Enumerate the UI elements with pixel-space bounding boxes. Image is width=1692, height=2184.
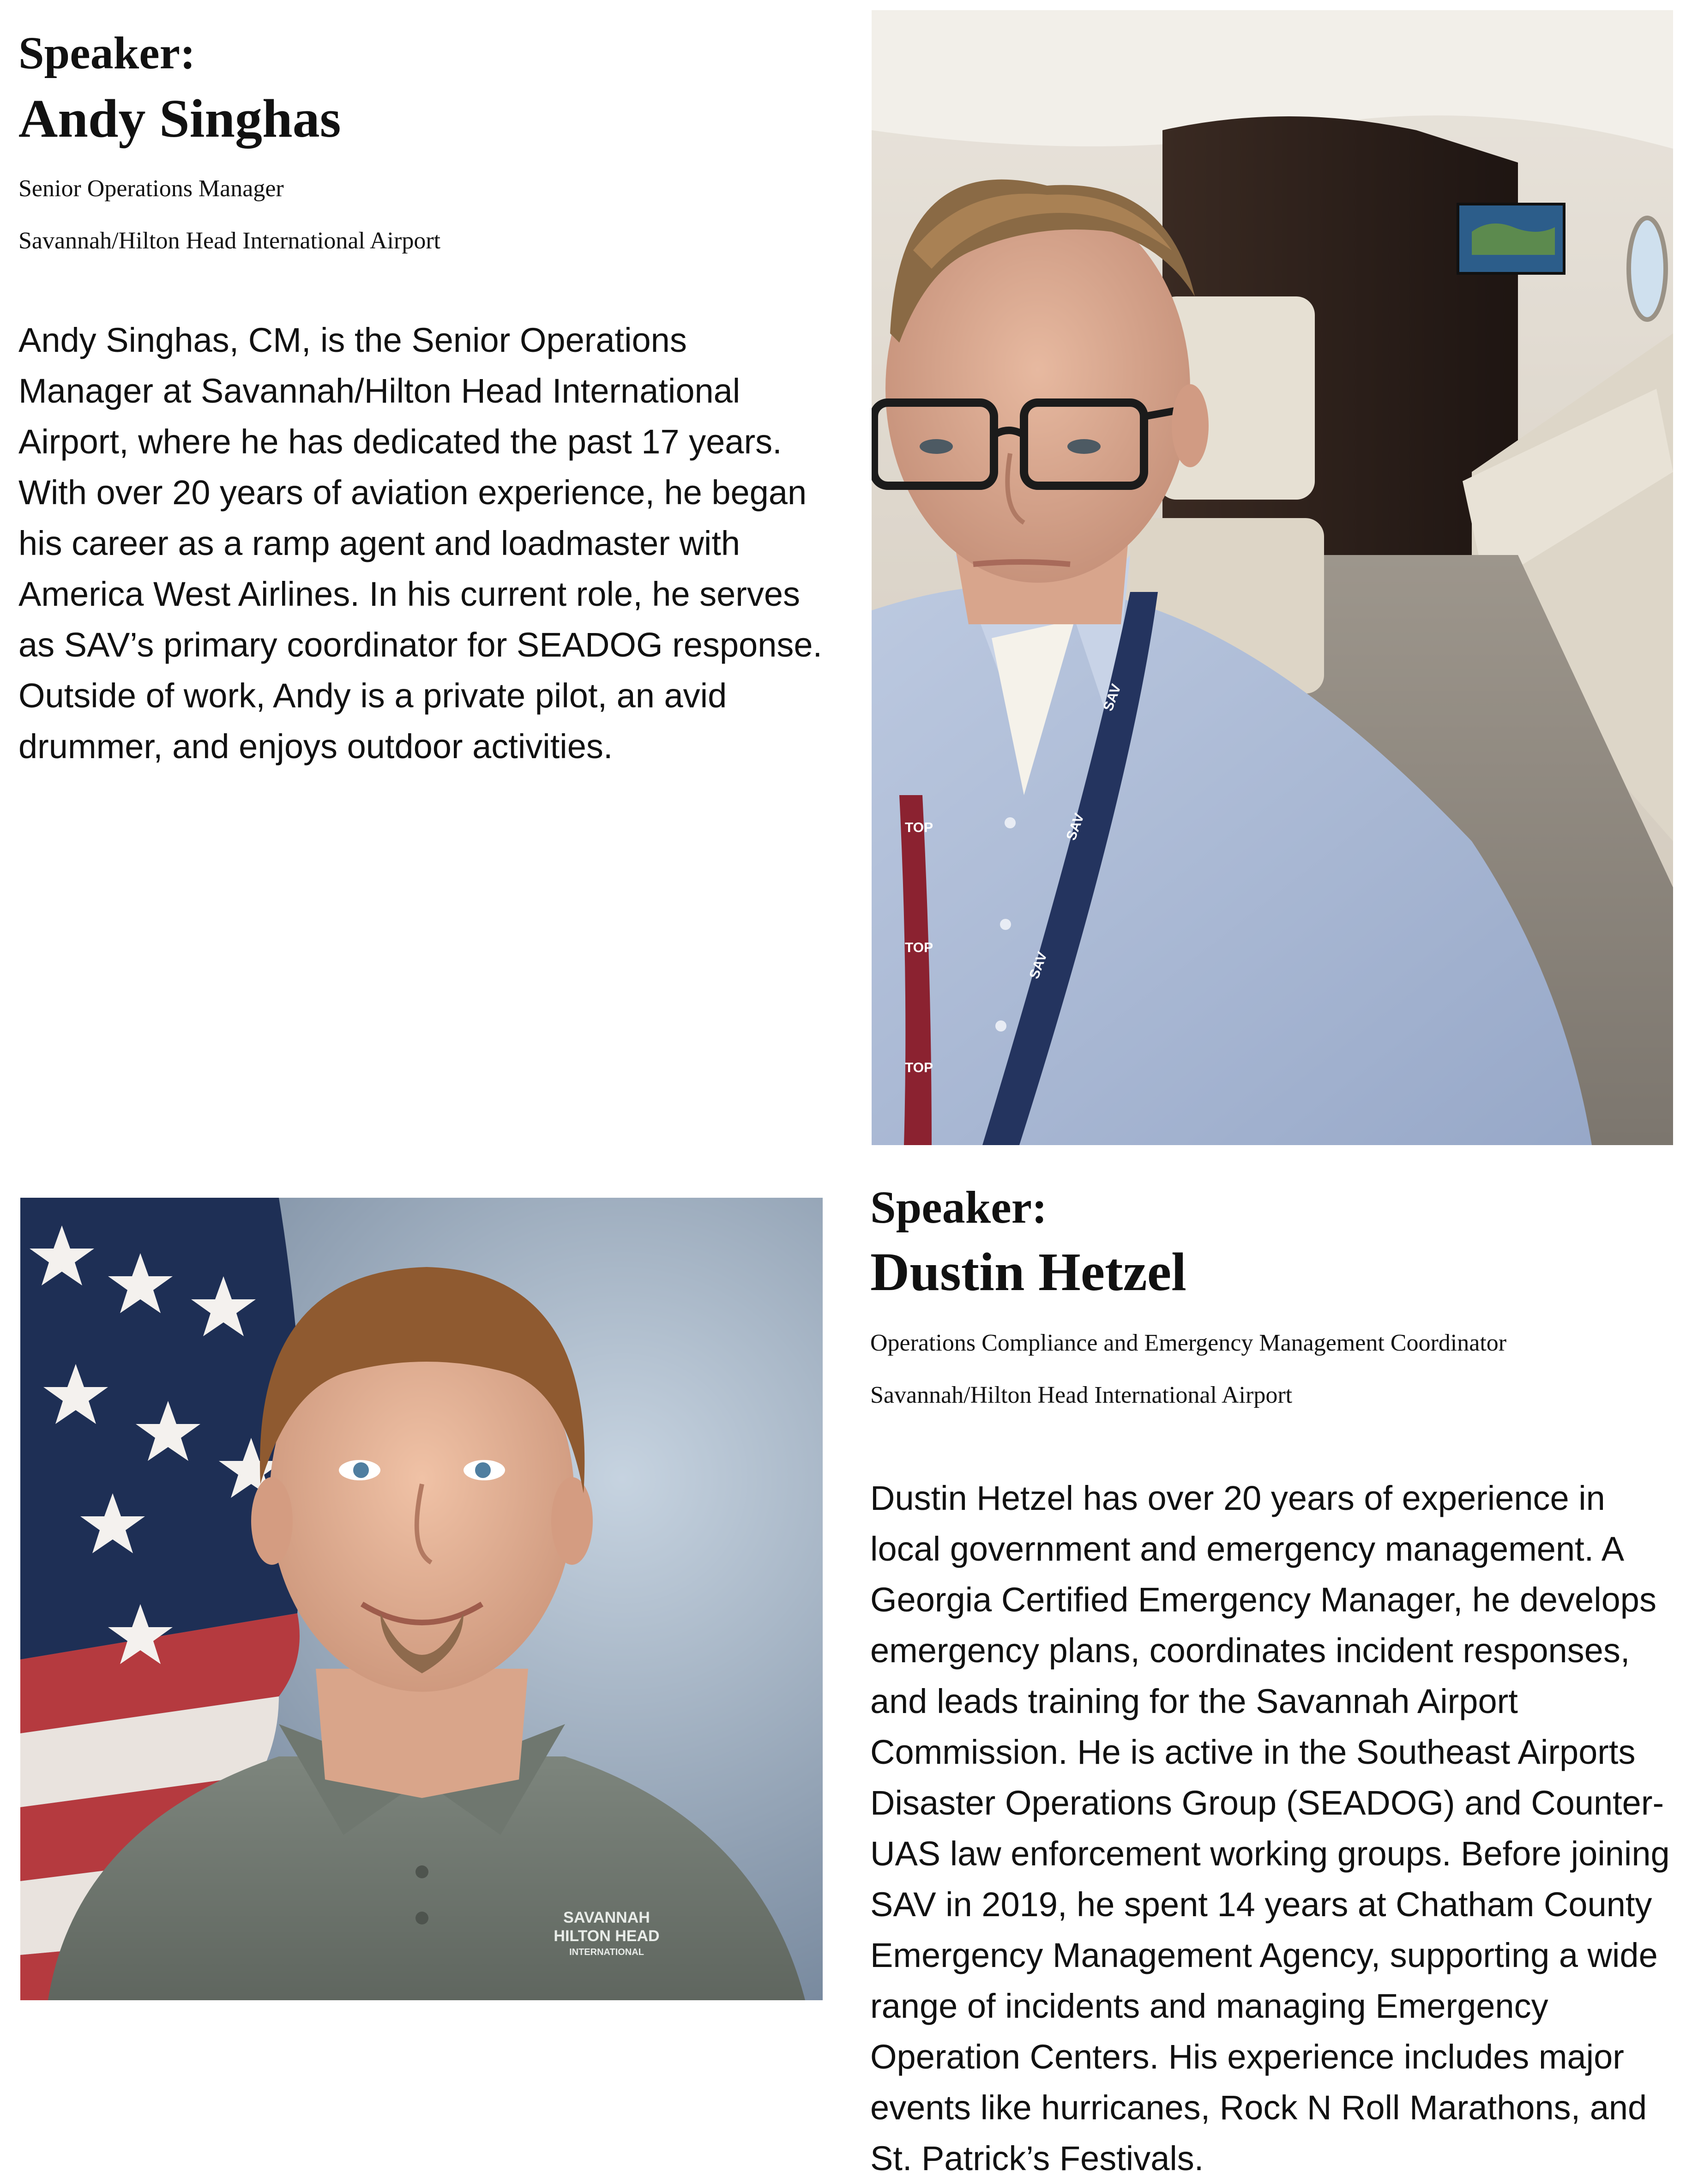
- lanyard-text: TOP: [905, 1060, 933, 1075]
- shirt-logo-line-1: SAVANNAH: [563, 1909, 650, 1926]
- speaker-organization: Savannah/Hilton Head International Airport: [18, 227, 441, 254]
- speaker-role: Senior Operations Manager: [18, 175, 284, 202]
- shirt-logo-line-3: INTERNATIONAL: [569, 1947, 644, 1957]
- speaker-role: Operations Compliance and Emergency Management Coordinator: [870, 1329, 1507, 1356]
- lanyard-text: SAV: [1100, 682, 1124, 713]
- lanyard-text: SAV: [1063, 811, 1087, 843]
- speaker-2-photo-illustration: [20, 1198, 823, 2000]
- shirt-logo-line-2: HILTON HEAD: [554, 1927, 660, 1945]
- speaker-bio: Dustin Hetzel has over 20 years of experience in local government and emergency management. A Georgia Certified Emergency Manager, he develops emergency plans, coordinates incident responses, and leads training for the Savannah Airport Commission. He is active in the Southeast Airports Disaster Operations Group (SEADOG) and Counter-UAS law enforcement working groups. Before joining SAV in 2019, he spent 14 years at Chatham County Emergency Management Agency, supporting a wide range of incidents and managing Emergency Operation Centers. His experience includes major events like hurricanes, Rock N Roll Marathons, and St. Patrick’s Festivals.: [870, 1479, 1670, 2178]
- speaker-organization: Savannah/Hilton Head International Airport: [870, 1382, 1293, 1408]
- speaker-1-info: [18, 28, 849, 772]
- speaker-name: Andy Singhas: [18, 88, 341, 149]
- lanyard-text: SAV: [1026, 950, 1050, 981]
- speaker-label: Speaker:: [870, 1182, 1048, 1233]
- speaker-label: Speaker:: [18, 27, 196, 78]
- speaker-2-info: [870, 1182, 1683, 2184]
- speaker-bio: Andy Singhas, CM, is the Senior Operations Manager at Savannah/Hilton Head International Airport, where he has dedicated the past 17 years. With over 20 years of aviation experience, he began his career as a ramp agent and loadmaster with America West Airlines. In his current role, he serves as SAV’s primary coordinator for SEADOG response. Outside of work, Andy is a private pilot, an avid drummer, and enjoys outdoor activities.: [18, 321, 823, 766]
- lanyard-text: TOP: [905, 940, 933, 955]
- speaker-2-photo: [20, 1198, 823, 2000]
- speaker-1-photo: [872, 10, 1673, 1145]
- speaker-1-photo-illustration: [872, 10, 1673, 1145]
- speaker-name: Dustin Hetzel: [870, 1242, 1186, 1302]
- lanyard-text: TOP: [905, 820, 933, 835]
